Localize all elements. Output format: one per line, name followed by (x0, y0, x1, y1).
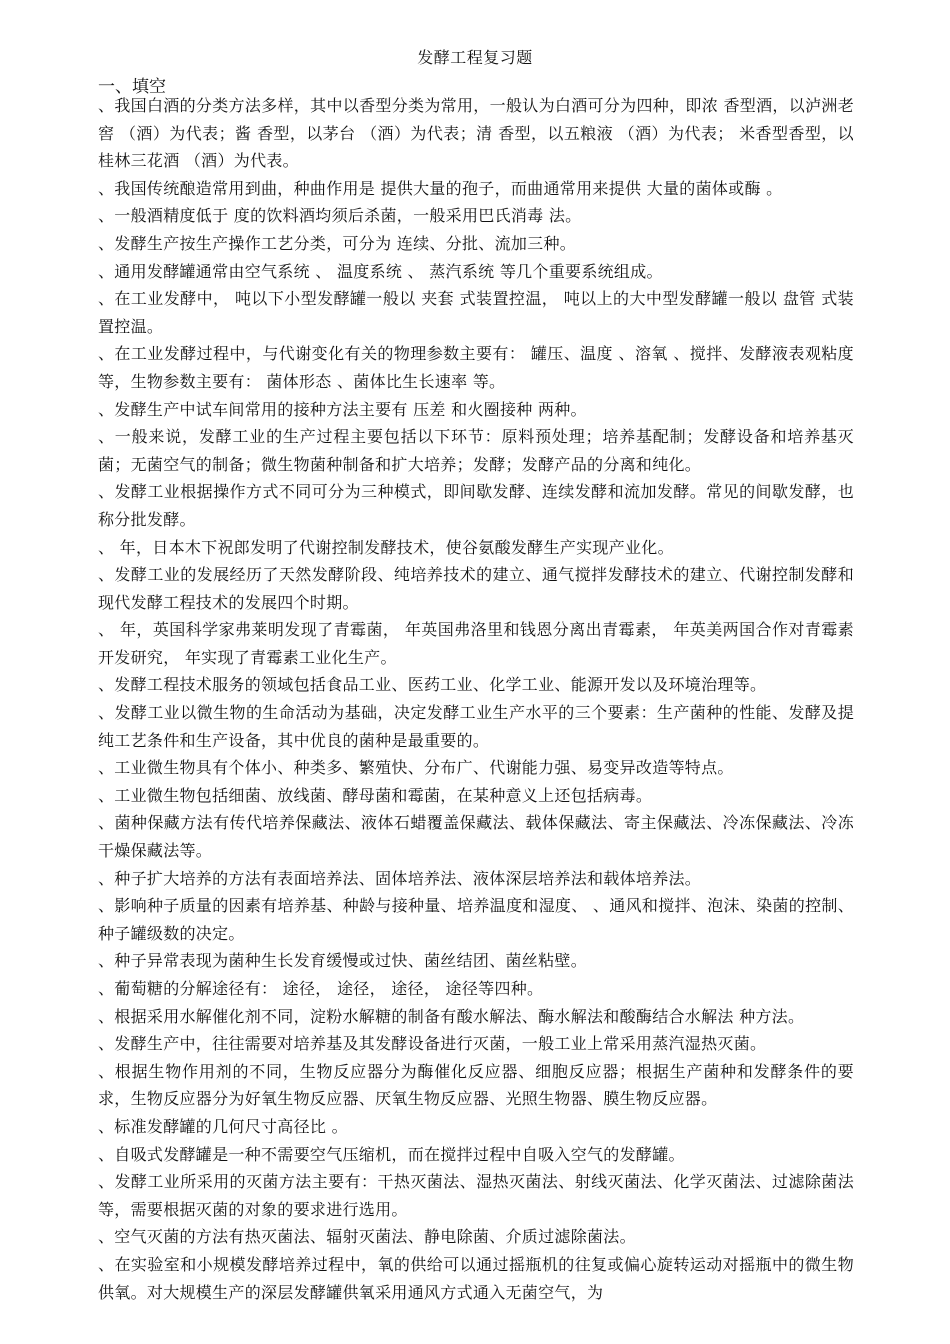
list-item: 、在工业发酵中， 吨以下小型发酵罐一般以 夹套 式装置控温， 吨以上的大中型发酵罐一般以 盘管 式装置控温。 (98, 289, 854, 336)
list-item: 、我国传统酿造常用到曲，种曲作用是 提供大量的孢子，而曲通常用来提供 大量的菌体或酶 。 (98, 178, 783, 198)
list-item: 、标准发酵罐的几何尺寸高径比 。 (98, 1116, 348, 1136)
list-item: 、发酵工业以微生物的生命活动为基础，决定发酵工业生产水平的三个要素：生产菌种的性能、发酵及提纯工艺条件和生产设备，其中优良的菌种是最重要的。 (98, 703, 854, 750)
list-item: 、发酵工业所采用的灭菌方法主要有：干热灭菌法、湿热灭菌法、射线灭菌法、化学灭菌法、过滤除菌法等，需要根据灭菌的对象的要求进行选用。 (98, 1172, 854, 1219)
list-item: 、工业微生物包括细菌、放线菌、酵母菌和霉菌，在某种意义上还包括病毒。 (98, 785, 653, 805)
question-list (98, 92, 854, 1306)
list-item: 、发酵生产中试车间常用的接种方法主要有 压差 和火圈接种 两种。 (98, 399, 587, 419)
list-item: 、葡萄糖的分解途径有： 途径， 途径， 途径， 途径等四种。 (98, 979, 544, 998)
list-item: 、根据生物作用剂的不同，生物反应器分为酶催化反应器、细胞反应器；根据生产菌种和发酵条件的要求，生物反应器分为好氧生物反应器、厌氧生物反应器、光照生物器、膜生物反应器。 (98, 1061, 854, 1109)
list-item: 、种子扩大培养的方法有表面培养法、固体培养法、液体深层培养法和载体培养法。 (98, 868, 702, 888)
list-item: 、发酵工业的发展经历了天然发酵阶段、纯培养技术的建立、通气搅拌发酵技术的建立、代谢控制发酵和现代发酵工程技术的发展四个时期。 (98, 565, 854, 612)
list-item: 、菌种保藏方法有传代培养保藏法、液体石蜡覆盖保藏法、载体保藏法、寄主保藏法、冷冻保藏法、冷冻干燥保藏法等。 (98, 813, 854, 861)
list-item: 、 年，日本木下祝郎发明了代谢控制发酵技术，使谷氨酸发酵生产实现产业化。 (98, 537, 674, 557)
list-item: 、影响种子质量的因素有培养基、种龄与接种量、培养温度和湿度、 、通风和搅拌、泡沫、染菌的控制、种子罐级数的决定。 (98, 896, 854, 943)
list-item: 、一般酒精度低于 度的饮料酒均须后杀菌，一般采用巴氏消毒 法。 (98, 206, 582, 226)
list-item: 、我国白酒的分类方法多样，其中以香型分类为常用，一般认为白酒可分为四种，即浓 香型酒，以泸洲老窖 （酒）为代表；酱 香型，以茅台 （酒）为代表；清 香型，以五粮液 （酒）为代表； 米香型香型，以桂林三花酒 （酒）为代表。 (98, 96, 854, 171)
list-item: 、发酵生产中，往往需要对培养基及其发酵设备进行灭菌，一般工业上常采用蒸汽湿热灭菌。 (98, 1034, 767, 1054)
list-item: 、发酵生产按生产操作工艺分类，可分为 连续、分批、流加三种。 (98, 233, 577, 253)
list-item: 、 年，英国科学家弗莱明发现了青霉菌， 年英国弗洛里和钱恩分离出青霉素， 年英美两国合作对青霉素开发研究， 年实现了青霉素工业化生产。 (98, 620, 854, 667)
section-heading: 一、填空 (98, 77, 166, 97)
list-item: 、自吸式发酵罐是一种不需要空气压缩机，而在搅拌过程中自吸入空气的发酵罐。 (98, 1144, 685, 1164)
list-item: 、在工业发酵过程中，与代谢变化有关的物理参数主要有： 罐压、温度 、溶氧 、搅拌、发酵液表观粘度等，生物参数主要有： 菌体形态 、菌体比生长速率 等。 (98, 344, 854, 391)
list-item: 、发酵工业根据操作方式不同可分为三种模式，即间歇发酵、连续发酵和流加发酵。常见的间歇发酵，也称分批发酵。 (98, 482, 854, 529)
list-item: 、种子异常表现为菌种生长发育缓慢或过快、菌丝结团、菌丝粘壁。 (98, 951, 588, 971)
list-item: 、发酵工程技术服务的领域包括食品工业、医药工业、化学工业、能源开发以及环境治理等。 (98, 675, 767, 695)
list-item: 、空气灭菌的方法有热灭菌法、辐射灭菌法、静电除菌、介质过滤除菌法。 (98, 1227, 636, 1247)
document-title: 发酵工程复习题 (417, 48, 533, 67)
list-item: 、工业微生物具有个体小、种类多、繁殖快、分布广、代谢能力强、易变异改造等特点。 (98, 758, 734, 778)
list-item: 、在实验室和小规模发酵培养过程中，氧的供给可以通过摇瓶机的往复或偏心旋转运动对摇瓶中的微生物供氧。对大规模生产的深层发酵罐供氧采用通风方式通入无菌空气，为 (98, 1254, 854, 1302)
list-item: 、一般来说，发酵工业的生产过程主要包括以下环节：原料预处理；培养基配制；发酵设备和培养基灭菌；无菌空气的制备；微生物菌种制备和扩大培养；发酵；发酵产品的分离和纯化。 (98, 427, 854, 474)
list-item: 、通用发酵罐通常由空气系统 、 温度系统 、 蒸汽系统 等几个重要系统组成。 (98, 261, 663, 281)
list-item: 、根据采用水解催化剂不同，淀粉水解糖的制备有酸水解法、酶水解法和酸酶结合水解法 种方法。 (98, 1006, 805, 1026)
